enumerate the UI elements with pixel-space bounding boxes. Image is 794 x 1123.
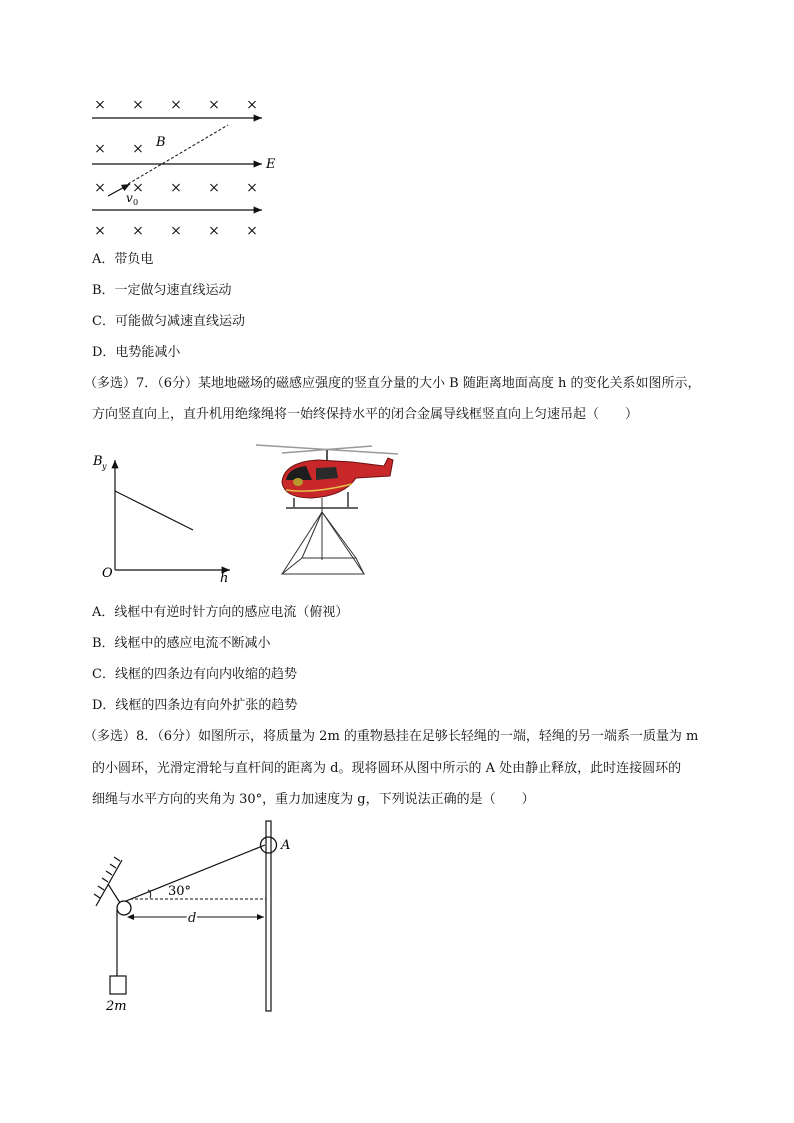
b-vs-h-graph bbox=[90, 452, 240, 587]
q8-stem-line2: 的小圆环，光滑定滑轮与直杆间的距离为 d。现将圆环从图中所示的 A 处由静止释放，此时连接圆环的 bbox=[92, 761, 682, 776]
svg-text:×: × bbox=[94, 141, 106, 157]
q7-stem-line2: 方向竖直向上，直升机用绝缘绳将一始终保持水平的闭合金属导线框竖直向上匀速吊起（ ） bbox=[92, 407, 639, 422]
q7-option-a: A．线框中有逆时针方向的感应电流（俯视） bbox=[92, 605, 349, 620]
vertical-rod bbox=[266, 821, 271, 1011]
q7-stem-line1: （多选）7．（6分）某地地磁场的磁感应强度的竖直分量的大小 B 随距离地面高度 h 的变化关系如图所示， bbox=[84, 376, 701, 391]
q6-option-d: D．电势能减小 bbox=[92, 345, 181, 360]
svg-text:×: × bbox=[94, 180, 106, 196]
svg-text:×: × bbox=[208, 223, 220, 239]
q8-stem-line3: 细绳与水平方向的夹角为 30°，重力加速度为 g，下列说法正确的是（ ） bbox=[92, 792, 535, 807]
label-E: E bbox=[266, 157, 276, 172]
q6-option-a: A．带负电 bbox=[92, 252, 154, 267]
svg-text:×: × bbox=[170, 223, 182, 239]
svg-text:×: × bbox=[246, 97, 258, 113]
svg-text:×: × bbox=[246, 180, 258, 196]
electric-field-lines bbox=[92, 118, 262, 210]
distance-label: d bbox=[188, 911, 197, 926]
q8-stem-line1: （多选）8．（6分）如图所示，将质量为 2m 的重物悬挂在足够长轻绳的一端，轻绳的另一端系一质量为 m bbox=[84, 729, 699, 744]
origin-label: O bbox=[102, 566, 113, 581]
label-v-sub: 0 bbox=[133, 198, 139, 207]
svg-text:×: × bbox=[132, 223, 144, 239]
rope-to-ring bbox=[126, 845, 265, 901]
label-B: B bbox=[156, 135, 166, 150]
pulley bbox=[117, 901, 131, 915]
svg-text:×: × bbox=[132, 141, 144, 157]
angle-label: 30° bbox=[168, 884, 192, 899]
svg-text:×: × bbox=[94, 223, 106, 239]
helicopter-illustration bbox=[252, 440, 402, 582]
svg-text:×: × bbox=[246, 223, 258, 239]
svg-text:×: × bbox=[94, 97, 106, 113]
svg-text:×: × bbox=[170, 97, 182, 113]
q7-option-d: D．线框的四条边有向外扩张的趋势 bbox=[92, 698, 298, 713]
pulley-ring-figure bbox=[88, 818, 308, 1018]
svg-text:×: × bbox=[132, 180, 144, 196]
svg-text:×: × bbox=[132, 97, 144, 113]
q6-option-b: B．一定做匀速直线运动 bbox=[92, 283, 232, 298]
wire-frame-pyramid bbox=[282, 498, 364, 574]
label-v: v bbox=[126, 191, 133, 205]
point-a-label: A bbox=[281, 838, 291, 853]
y-axis-label-sub: y bbox=[102, 462, 107, 471]
x-axis-label: h bbox=[220, 571, 229, 586]
svg-text:×: × bbox=[208, 97, 220, 113]
weight-block bbox=[110, 976, 126, 994]
mass-label: 2m bbox=[106, 999, 127, 1014]
q6-option-c: C．可能做匀减速直线运动 bbox=[92, 314, 245, 329]
b-h-line bbox=[115, 491, 193, 530]
q7-option-c: C．线框的四条边有向内收缩的趋势 bbox=[92, 667, 297, 682]
q7-option-b: B．线框中的感应电流不断减小 bbox=[92, 636, 271, 651]
ceiling-support bbox=[94, 857, 122, 906]
svg-text:×: × bbox=[208, 180, 220, 196]
crossed-fields-figure bbox=[88, 92, 288, 242]
y-axis-label: B bbox=[93, 454, 103, 469]
svg-text:×: × bbox=[170, 180, 182, 196]
